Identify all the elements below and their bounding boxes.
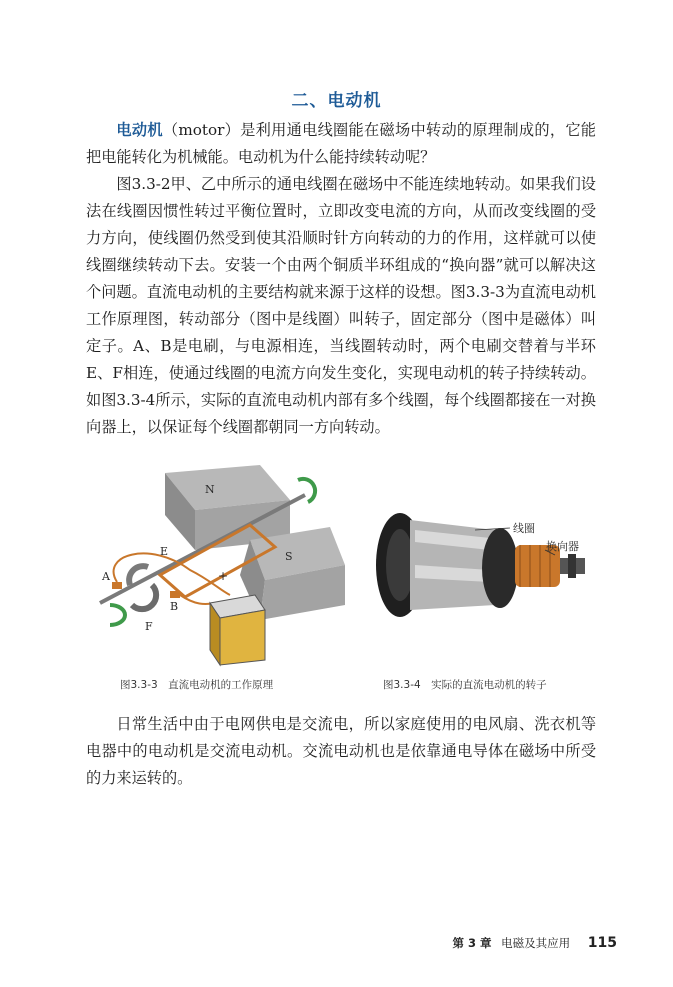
figure-caption-3-3-3: 图3.3-3 直流电动机的工作原理 [120,679,274,691]
paragraph-dc-motor-principle: 图3.3-2甲、乙中所示的通电线圈在磁场中不能连续地转动。如果我们设法在线圈因惯性转过平衡位置时，立即改变电流的方向，从而改变线圈的受力方向，使线圈仍然受到使其沿顺时针方向转动的力的作用，这样就可以使线圈继续转动下去。安装一个由两个铜质半环组成的“换向器”就可以解决这个问题。直流电动机的主要结构就来源于这样的设想。图3.3-3为直流电动机工作原理图，转动部分（图中是线圈）叫转子，固定部分（图中是磁体）叫定子。A、B是电刷，与电源相连，当线圈转动时，两个电刷交替着与半环E、F相连，使通过线圈的电流方向发生变化，实现电动机的转子持续转动。如图3.3-4所示，实际的直流电动机内部有多个线圈，每个线圈都接在一对换向器上，以保证每个线圈都朝同一方向转动。 [86,175,596,436]
label-b: B [170,600,179,613]
paragraph-ac-motor: 日常生活中由于电网供电是交流电，所以家庭使用的电风扇、洗衣机等电器中的电动机是交流电动机。交流电动机也是依靠通电导体在磁场中所受的力来运转的。 [86,715,596,787]
brush-b [170,591,180,598]
label-f: F [145,620,153,633]
page-number: 115 [587,935,617,951]
figure-dc-motor-principle [90,455,350,670]
label-n: N [205,483,215,496]
rotor-bearing [568,554,576,578]
term-motor: 电动机 [116,121,163,139]
paragraph-text: （motor）是利用通电线圈能在磁场中转动的原理制成的，它能把电能转化为机械能。电动机为什么能持续转动呢？ [86,121,596,166]
label-coil: 线圈 [513,522,535,535]
label-s: S [285,550,293,563]
figure-real-rotor [370,490,600,660]
section-title: 二、电动机 [291,91,382,111]
rotor-photo [370,490,600,660]
footer-chapter-title: 电磁及其应用 [501,936,571,950]
rotor-fan-inner [386,529,414,601]
label-commutator: 换向器 [546,540,579,553]
page-footer [452,935,617,951]
dc-motor-diagram [90,455,350,670]
rotation-arrow-left-icon [110,605,125,625]
half-ring-f [132,585,156,609]
brush-a [112,582,122,589]
label-plus: + [218,569,229,583]
battery-front [220,610,265,665]
rotor-winding [482,528,518,608]
label-e: E [160,545,169,558]
figure-caption-3-3-4: 图3.3-4 实际的直流电动机的转子 [383,679,547,691]
label-a: A [102,570,110,583]
paragraph-motor-definition [86,117,596,171]
footer-chapter: 第 3 章 [452,936,492,950]
